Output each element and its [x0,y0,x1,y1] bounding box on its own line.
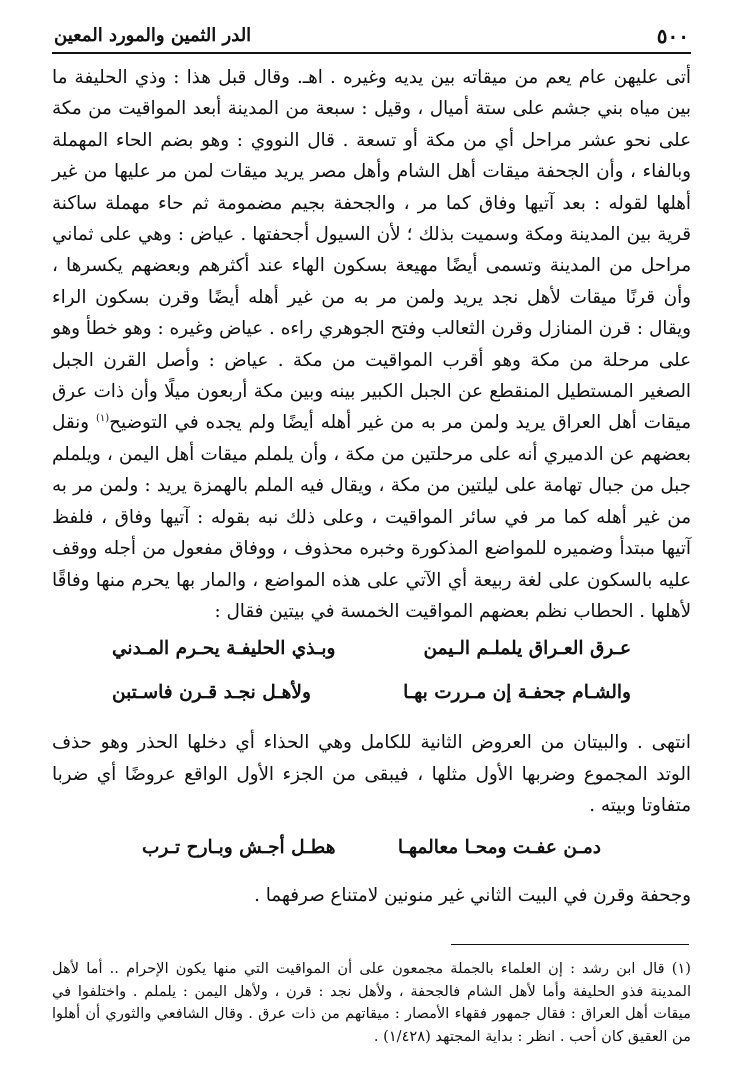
verse-line [52,677,691,721]
footnote-marker: (١) [95,413,110,425]
paragraph-text-2: ونقل بعضهم عن الدميري أنه على مرحلتين من مكة ، وأن يلملم ميقات أهل اليمن ، ويلملم جبل من جبال تهامة على ليلتين من مكة ، ويقال فيه الملم بالهمزة يريد : ولمن مر به من غير أهله كما مر في سائر المواقيت ، وعلى ذلك نبه بقوله : آتيها وفاق ، فلفظ آتيها مبتدأ وضميره للمواضع المذكورة وخبره محذوف ، ووفاق مفعول من أجله ووقف عليه بالسكون على لغة ربيعة أي الآتي على هذه المواضع ، والمار بها يحرم منها وفاقًا لأهلها . الحطاب نظم بعضهم المواقيت الخمسة في بيتين فقال : [52,412,691,622]
poem-block [52,832,691,876]
verse-hemistich-right: دمـن عفـت ومحـا معالمهـا [397,836,601,858]
page-number: ٥٠٠ [656,24,689,48]
main-text [52,62,691,627]
verse-hemistich-right: عـرق العـراق يلملـم الـيمن [423,638,631,660]
paragraph-text-1: أتى عليهن عام يعم من ميقاته بين يديه وغيره . اهـ. وقال قبل هذا : وذي الحليفة ما بين مياه بني جشم على ستة أميال ، وقيل : سبعة من المدينة أبعد المواقيت من مكة على نحو عشر مراحل أي من مكة أو تسعة . قال النووي : وهو بضم الحاء المهملة وبالفاء ، وأن الجحفة ميقات أهل الشام وأهل مصر يريد ميقات لمن مر عليها من غير أهلها لقوله : بعد آتيها وفاق كما مر ، والجحفة بجيم مضمومة ثم حاء مهملة ساكنة قرية بين المدينة ومكة وسميت بذلك ؛ لأن السيول أجحفتها . عياض : وهي على ثماني مراحل من المدينة وتسمى أيضًا مهيعة بسكون الهاء عند أكثرهم وبعضهم يكسرها ، وأن قرنًا ميقات لأهل نجد يريد ولمن مر به من غير أهله أيضًا وقرن بسكون الراء ويقال : قرن المنازل وقرن الثعالب وفتح الجوهري راءه . عياض وغيره : وهو خطأ وهو على مرحلة من مكة وهو أقرب المواقيت من مكة . عياض : وأصل القرن الجبل الصغير المستطيل المنقطع عن الجبل الكبير بينه وبين مكة أربعون ميلًا وأن ذات عرق ميقات أهل العراق يريد ولمن مر به من غير أهله أيضًا ولم يجده في التوضيح [52,67,691,434]
closing-text [52,880,691,911]
paragraph [52,62,691,627]
verse-hemistich-right: والشـام جحفـة إن مـررت بهـا [403,682,631,704]
verse-hemistich-left: ولأهـل نجـد قـرن فاسـتبن [112,682,311,704]
verse-hemistich-left: وبـذي الحليفـة يحـرم المـدني [112,638,336,660]
verse-line [52,832,691,876]
page-header [52,22,691,54]
running-title: الدر الثمين والمورد المعين [54,25,252,46]
verse-line [52,633,691,677]
footnote: (١) قال ابن رشد : إن العلماء بالجملة مجمعون على أن المواقيت التي منها يكون الإحرام .. أما لأهل المدينة فذو الحليفة وأما لأهل الشام فالجحفة ، ولأهل نجد : قرن ، ولأهل اليمن : يلملم . واختلفوا في ميقات أهل العراق : فقال جمهور فقهاء الأمصار : ميقاتهم من ذات عرق . وقال الشافعي والثوري أن أهلوا من العقيق كان أحب . انظر : بداية المجتهد (١/٤٢٨) . [52,960,691,1045]
footnote-divider [451,944,689,945]
poem-block [52,633,691,721]
middle-text [52,727,691,821]
paragraph: انتهى . والبيتان من العروض الثانية للكامل وهي الحذاء أي دخلها الحذر وهو حذف الوتد المجموع وضربها الأول مثلها ، فيبقى من الجزء الأول الواقع عروضًا أي ضربا متفاوتا وبيته . [52,732,691,817]
footnotes [52,958,691,1048]
paragraph: وجحفة وقرن في البيت الثاني غير منونين لامتناع صرفهما . [254,884,691,906]
verse-hemistich-left: هطـل أجـش وبـارح تـرب [142,836,336,858]
